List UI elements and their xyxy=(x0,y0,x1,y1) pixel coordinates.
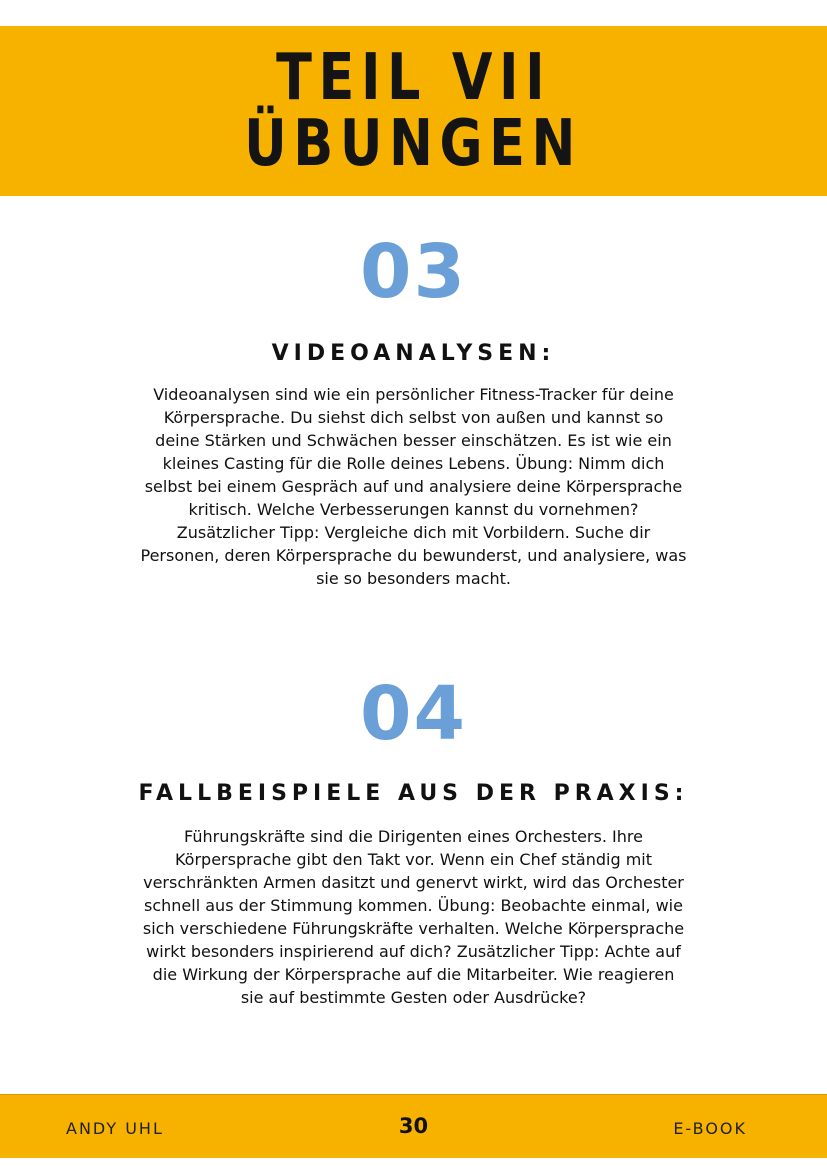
section-number-04: 04 xyxy=(360,671,467,757)
chapter-title-line-2: ÜBUNGEN xyxy=(244,107,583,181)
section-number-03: 03 xyxy=(360,229,467,315)
footer-author: ANDY UHL xyxy=(66,1119,164,1138)
footer-label: E-BOOK xyxy=(673,1119,747,1138)
section-body-fallbeispiele: Führungskräfte sind die Dirigenten eines Orchesters. Ihre Körpersprache gibt den Takt vor. Wenn ein Chef ständig mit verschränkten Armen dasitzt und genervt wirkt, wird das Orchester schnell aus der Stimmung kommen. Übung: Beobachte einmal, wie sich verschiedene Führungskräfte verhalten. Welche Körpersprache wirkt besonders inspirierend auf dich? Zusätzlicher Tipp: Achte auf die Wirkung der Körpersprache auf die Mitarbeiter. Wie reagieren sie auf bestimmte Gesten oder Ausdrücke? xyxy=(142,827,685,1007)
header-band xyxy=(0,26,827,196)
page-number: 30 xyxy=(398,1114,429,1138)
section-heading-fallbeispiele: FALLBEISPIELE AUS DER PRAXIS: xyxy=(138,781,689,806)
section-heading-videoanalysen: VIDEOANALYSEN: xyxy=(271,341,556,366)
section-body-videoanalysen: Videoanalysen sind wie ein persönlicher Fitness-Tracker für deine Körpersprache. Du siehst dich selbst von außen und kannst so deine Stärken und Schwächen besser einschätzen. Es ist wie ein kleines Casting für die Rolle deines Lebens. Übung: Nimm dich selbst bei einem Gespräch auf und analysiere deine Körpersprache kritisch. Welche Verbesserungen kannst du vornehmen? Zusätzlicher Tipp: Vergleiche dich mit Vorbildern. Suche dir Personen, deren Körpersprache du bewunderst, und analysiere, was sie so besonders macht. xyxy=(140,385,687,588)
chapter-title-line-1: TEIL VII xyxy=(275,41,552,115)
footer-band xyxy=(0,1094,827,1158)
